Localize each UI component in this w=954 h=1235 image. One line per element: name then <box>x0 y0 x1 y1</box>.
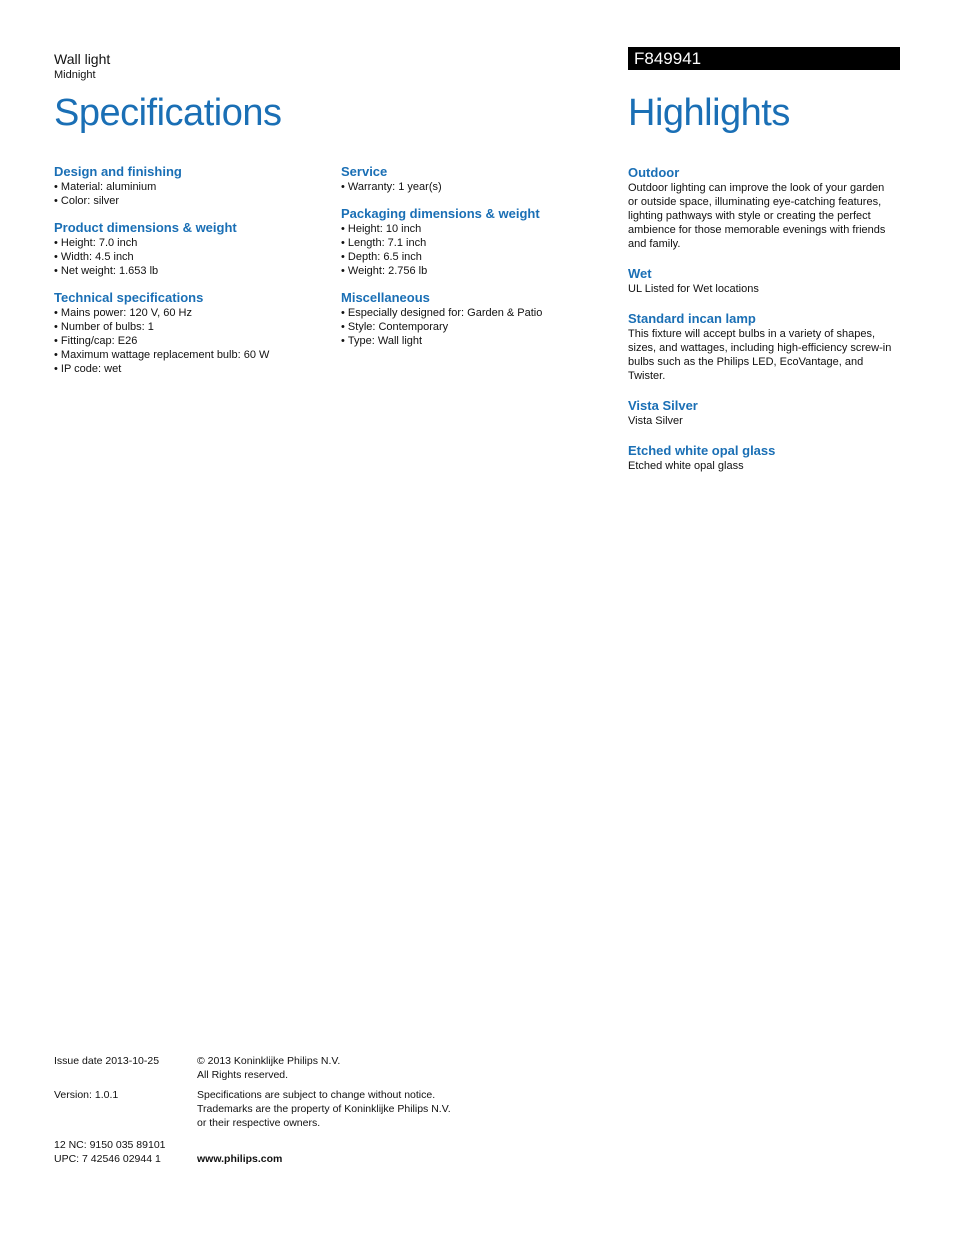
notice-line: Trademarks are the property of Koninklijke Philips N.V. <box>197 1103 451 1115</box>
nc-code: 12 NC: 9150 035 89101 <box>54 1139 166 1151</box>
spec-item: • Depth: 6.5 inch <box>341 250 611 264</box>
spec-item: • Maximum wattage replacement bulb: 60 W <box>54 348 324 362</box>
website-link[interactable]: www.philips.com <box>197 1153 283 1165</box>
highlight-item <box>628 164 903 251</box>
spec-item: • Weight: 2.756 lb <box>341 264 611 278</box>
product-variant: Midnight <box>54 69 96 81</box>
product-name: Wall light <box>54 51 111 67</box>
spec-column-1 <box>54 163 324 387</box>
spec-section-title: Miscellaneous <box>341 290 430 305</box>
notice-line: Specifications are subject to change without notice. <box>197 1089 436 1101</box>
highlight-title: Vista Silver <box>628 398 698 413</box>
spec-section <box>54 289 324 376</box>
spec-section-title: Service <box>341 164 388 179</box>
spec-section <box>341 289 611 348</box>
highlight-item <box>628 442 903 473</box>
spec-item: • Width: 4.5 inch <box>54 250 324 264</box>
spec-section <box>54 163 324 208</box>
highlight-text-line: Twister. <box>628 370 666 382</box>
spec-section-title: Technical specifications <box>54 290 204 305</box>
spec-column-2 <box>341 163 611 359</box>
spec-item: • Mains power: 120 V, 60 Hz <box>54 306 324 320</box>
highlight-title: Wet <box>628 266 652 281</box>
spec-item: • Height: 10 inch <box>341 222 611 236</box>
highlight-text-line: or outside space, illuminating eye-catching features, <box>628 196 882 208</box>
copyright-line: © 2013 Koninklijke Philips N.V. <box>197 1055 341 1067</box>
spec-item: • Number of bulbs: 1 <box>54 320 324 334</box>
spec-section <box>54 219 324 278</box>
spec-item: • Type: Wall light <box>341 334 611 348</box>
highlight-item <box>628 397 903 428</box>
spec-item: • IP code: wet <box>54 362 324 376</box>
notice-line: or their respective owners. <box>197 1117 321 1129</box>
rights-line: All Rights reserved. <box>197 1069 289 1081</box>
highlight-item <box>628 310 903 383</box>
product-codes <box>54 1138 189 1166</box>
issue-date: Issue date 2013-10-25 <box>54 1055 160 1067</box>
highlight-text-line: lighting pathways with style or creating the perfect <box>628 210 871 222</box>
product-code-banner <box>628 47 900 70</box>
highlight-text-line: sizes, and wattages, including high-efficiency screw-in <box>628 342 892 354</box>
highlight-text-line: Outdoor lighting can improve the look of your garden <box>628 182 885 194</box>
highlight-text-line: bulbs such as the Philips LED, EcoVantage, and <box>628 356 864 368</box>
highlight-item <box>628 265 903 296</box>
spec-section <box>341 205 611 278</box>
highlight-text-line: Vista Silver <box>628 415 683 427</box>
highlight-title: Standard incan lamp <box>628 311 756 326</box>
upc-code: UPC: 7 42546 02944 1 <box>54 1153 161 1165</box>
highlight-text-line: Etched white opal glass <box>628 460 744 472</box>
highlights-column <box>628 164 903 487</box>
highlight-text-line: and family. <box>628 238 681 250</box>
highlights-title: Highlights <box>628 92 790 134</box>
notice-block <box>197 1088 487 1130</box>
spec-item: • Net weight: 1.653 lb <box>54 264 324 278</box>
spec-section-title: Design and finishing <box>54 164 182 179</box>
highlight-text-line: This fixture will accept bulbs in a variety of shapes, <box>628 328 876 340</box>
highlight-title: Etched white opal glass <box>628 443 776 458</box>
specifications-title: Specifications <box>54 92 282 134</box>
highlight-text-line: UL Listed for Wet locations <box>628 283 759 295</box>
spec-section <box>341 163 611 194</box>
highlight-title: Outdoor <box>628 165 680 180</box>
spec-item: • Style: Contemporary <box>341 320 611 334</box>
version: Version: 1.0.1 <box>54 1089 119 1101</box>
spec-item: • Height: 7.0 inch <box>54 236 324 250</box>
copyright-block <box>197 1054 487 1082</box>
product-code: F849941 <box>634 49 702 68</box>
highlight-text-line: ambience for those memorable evenings with friends <box>628 224 886 236</box>
spec-section-title: Packaging dimensions & weight <box>341 206 540 221</box>
spec-item: • Material: aluminium <box>54 180 324 194</box>
spec-item: • Length: 7.1 inch <box>341 236 611 250</box>
spec-section-title: Product dimensions & weight <box>54 220 237 235</box>
spec-item: • Especially designed for: Garden & Patio <box>341 306 611 320</box>
spec-item: • Color: silver <box>54 194 324 208</box>
spec-item: • Fitting/cap: E26 <box>54 334 324 348</box>
spec-item: • Warranty: 1 year(s) <box>341 180 611 194</box>
